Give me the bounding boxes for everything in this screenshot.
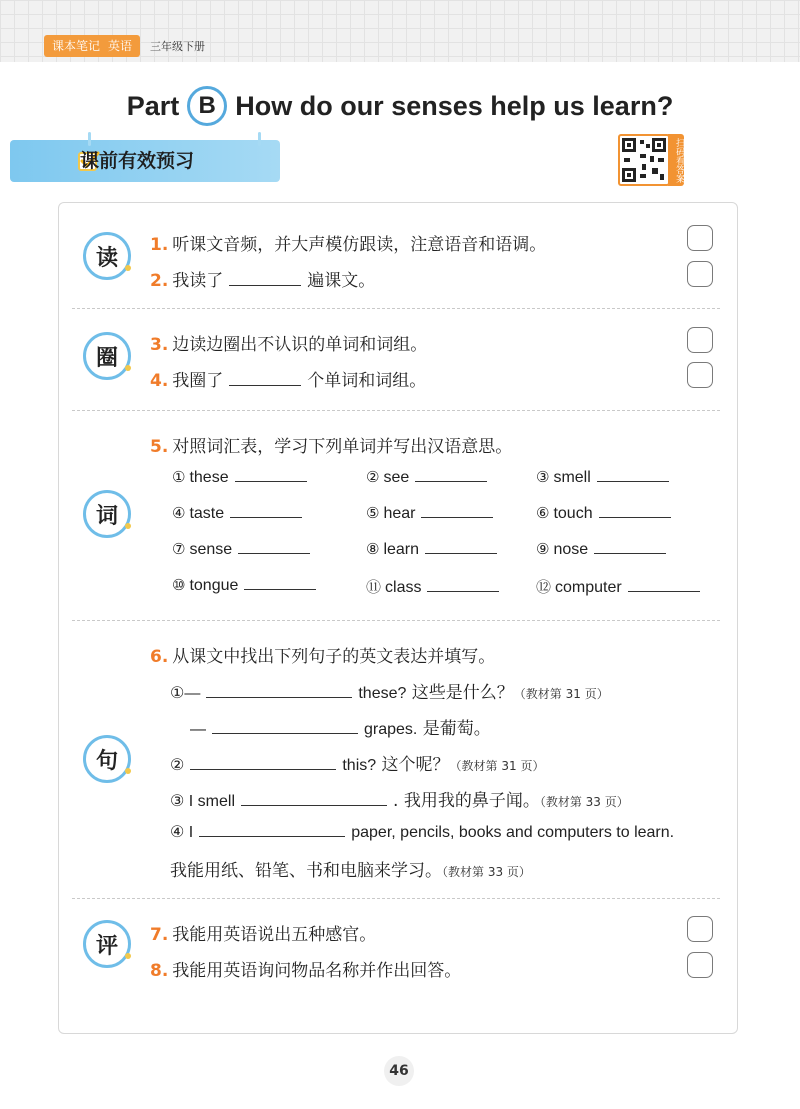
word-item: ② see <box>366 468 493 487</box>
sentence-1: ①— these? 这些是什么？（教材第 31 页） <box>170 683 609 703</box>
checkbox-item-2[interactable] <box>687 261 713 287</box>
section-divider <box>72 898 720 899</box>
item-5: 5. 对照词汇表，学习下列单词并写出汉语意思。 <box>150 437 513 457</box>
qr-code-icon <box>620 136 668 184</box>
header-subject: 英语 <box>108 39 133 53</box>
checkbox-item-1[interactable] <box>687 225 713 251</box>
header-grade: 三年级下册 <box>150 40 205 53</box>
word-item: ③ smell <box>536 468 675 487</box>
title-part: Part <box>126 90 180 121</box>
sentence-4: ③ I smell . 我用我的鼻子闻。（教材第 33 页） <box>170 791 629 811</box>
answer-blank[interactable] <box>229 284 301 286</box>
checkbox-item-7[interactable] <box>687 916 713 942</box>
item-7: 7. 我能用英语说出五种感官。 <box>150 925 377 945</box>
header-book: 课本笔记 <box>52 39 101 53</box>
title-question: How do our senses help us learn? <box>235 90 674 121</box>
item-8: 8. 我能用英语询问物品名称并作出回答。 <box>150 961 462 981</box>
word-item: ⑪ class <box>366 576 505 597</box>
word-item: ⑫ computer <box>536 576 706 597</box>
checkbox-item-3[interactable] <box>687 327 713 353</box>
checkbox-item-8[interactable] <box>687 952 713 978</box>
item-6: 6. 从课文中找出下列句子的英文表达并填写。 <box>150 647 496 667</box>
page-number: 46 <box>384 1056 414 1086</box>
word-item: ⑧ learn <box>366 540 503 559</box>
badge-sentences: 句 <box>83 735 131 783</box>
checkbox-item-4[interactable] <box>687 362 713 388</box>
preview-panel <box>58 202 738 1034</box>
sentence-5: ④ I paper, pencils, books and computers to learn. <box>170 824 675 841</box>
item-3: 3. 边读边圈出不认识的单词和词组。 <box>150 335 428 355</box>
word-item: ⑦ sense <box>172 540 316 559</box>
section-divider <box>72 410 720 411</box>
sentence-5-translation: 我能用纸、铅笔、书和电脑来学习。（教材第 33 页） <box>170 861 531 881</box>
badge-circle: 圈 <box>83 332 131 380</box>
answer-blank[interactable] <box>229 384 301 386</box>
item-2: 2. 我读了 遍课文。 <box>150 271 376 291</box>
word-item: ⑤ hear <box>366 504 499 523</box>
word-item: ⑩ tongue <box>172 576 322 595</box>
badge-read: 读 <box>83 232 131 280</box>
item-1: 1. 听课文音频，并大声模仿跟读，注意语音和语调。 <box>150 235 547 255</box>
word-item: ⑨ nose <box>536 540 672 559</box>
section-divider <box>72 308 720 309</box>
section-divider <box>72 620 720 621</box>
qr-code[interactable] <box>618 134 670 186</box>
banner-hook <box>258 132 261 146</box>
item-4: 4. 我圈了 个单词和词组。 <box>150 371 427 391</box>
sentence-2: — grapes. 是葡萄。 <box>190 719 491 739</box>
word-item: ① these <box>172 468 313 487</box>
sentence-3: ② this? 这个呢？（教材第 31 页） <box>170 755 545 775</box>
title-letter-circle: B <box>187 86 227 126</box>
badge-words: 词 <box>83 490 131 538</box>
page-title <box>0 86 800 126</box>
header-tag <box>44 35 140 57</box>
word-item: ⑥ touch <box>536 504 677 523</box>
banner-label: 课前有效预习 <box>80 150 195 172</box>
badge-evaluate: 评 <box>83 920 131 968</box>
qr-label: 扫码看答案 <box>668 134 684 186</box>
word-item: ④ taste <box>172 504 308 523</box>
